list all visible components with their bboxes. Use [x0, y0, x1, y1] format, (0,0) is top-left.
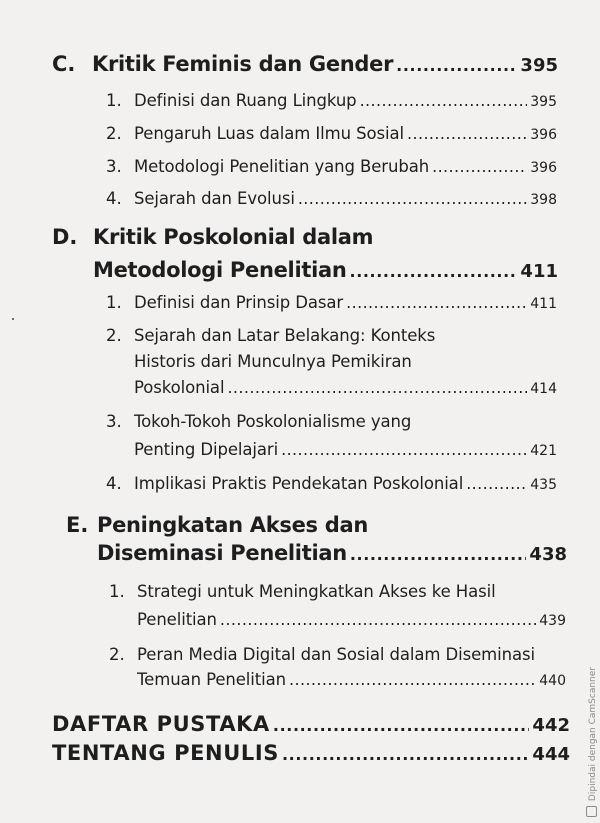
item-title: Implikasi Praktis Pendekatan Poskolonial [134, 474, 464, 493]
item-number: 1. [109, 582, 125, 601]
dot-leader [273, 716, 530, 735]
section-title[interactable]: Kritik Poskolonial dalam [93, 225, 374, 249]
dot-leader [432, 157, 527, 176]
item-title: Pengaruh Luas dalam Ilmu Sosial [134, 124, 404, 143]
dot-leader [396, 56, 517, 75]
back-matter-page-number: 444 [532, 744, 570, 765]
item-page-number: 439 [539, 613, 566, 629]
section-page-number: 438 [529, 544, 567, 565]
item-number: 2. [106, 326, 122, 345]
dot-leader [360, 91, 528, 110]
dot-leader [407, 124, 527, 143]
section-title[interactable]: Peningkatan Akses dan [97, 513, 368, 537]
item-number: 3. [106, 412, 122, 431]
item-number: 2. [109, 645, 125, 664]
section-page-number: 395 [520, 55, 558, 76]
item-page-number: 398 [530, 192, 557, 208]
section-heading-line[interactable] [97, 541, 567, 565]
item-title: Temuan Penelitian [137, 670, 286, 689]
dot-leader [289, 670, 536, 689]
item-number: 4. [106, 189, 122, 208]
dot-leader [281, 440, 527, 459]
section-title: Kritik Feminis dan Gender [92, 52, 394, 76]
section-title: Metodologi Penelitian [93, 258, 347, 282]
item-number: 1. [106, 293, 122, 312]
stray-mark [12, 318, 14, 320]
section-heading-line[interactable] [92, 52, 558, 76]
item-page-number: 435 [530, 477, 557, 493]
dot-leader [466, 474, 527, 493]
section-letter: D. [52, 225, 78, 249]
item-page-number: 396 [530, 127, 557, 143]
section-letter: E. [66, 513, 89, 537]
item-title: Sejarah dan Latar Belakang: Konteks [134, 326, 436, 345]
item-title: Tokoh-Tokoh Poskolonialisme yang [134, 412, 412, 431]
item-title: Historis dari Munculnya Pemikiran [134, 352, 412, 371]
item-title: Peran Media Digital dan Sosial dalam Diseminasi [137, 645, 535, 664]
dot-leader [220, 610, 536, 629]
item-title: Metodologi Penelitian yang Berubah [134, 157, 430, 176]
item-number: 3. [106, 157, 122, 176]
item-title: Penting Dipelajari [134, 440, 279, 459]
item-title: Penelitian [137, 610, 217, 629]
back-matter-page-number: 442 [532, 715, 570, 736]
item-title: Definisi dan Ruang Lingkup [134, 91, 357, 110]
item-page-number: 396 [530, 160, 557, 176]
section-heading-line[interactable] [93, 258, 558, 282]
item-title: Sejarah dan Evolusi [134, 189, 295, 208]
section-letter: C. [52, 52, 76, 76]
scanner-watermark: Dipindai dengan CamScanner [588, 666, 598, 801]
camscanner-logo-icon [586, 806, 597, 817]
item-page-number: 421 [530, 443, 557, 459]
dot-leader [350, 262, 518, 281]
item-page-number: 411 [530, 296, 557, 312]
item-title: Strategi untuk Meningkatkan Akses ke Hasil [137, 582, 496, 601]
item-page-number: 395 [530, 94, 557, 110]
dot-leader [346, 293, 527, 312]
dot-leader [298, 189, 527, 208]
section-page-number: 411 [520, 261, 558, 282]
item-page-number: 414 [530, 381, 557, 397]
back-matter-entry[interactable] [52, 712, 570, 736]
item-title: Poskolonial [134, 378, 225, 397]
item-page-number: 440 [539, 673, 566, 689]
back-matter-title: DAFTAR PUSTAKA [52, 712, 270, 736]
item-number: 2. [106, 124, 122, 143]
item-title: Definisi dan Prinsip Dasar [134, 293, 344, 312]
back-matter-entry[interactable] [52, 741, 570, 765]
back-matter-title: TENTANG PENULIS [52, 741, 279, 765]
dot-leader [227, 378, 527, 397]
section-title: Diseminasi Penelitian [97, 541, 347, 565]
item-number: 1. [106, 91, 122, 110]
dot-leader [282, 745, 529, 764]
dot-leader [350, 545, 527, 564]
item-number: 4. [106, 474, 122, 493]
